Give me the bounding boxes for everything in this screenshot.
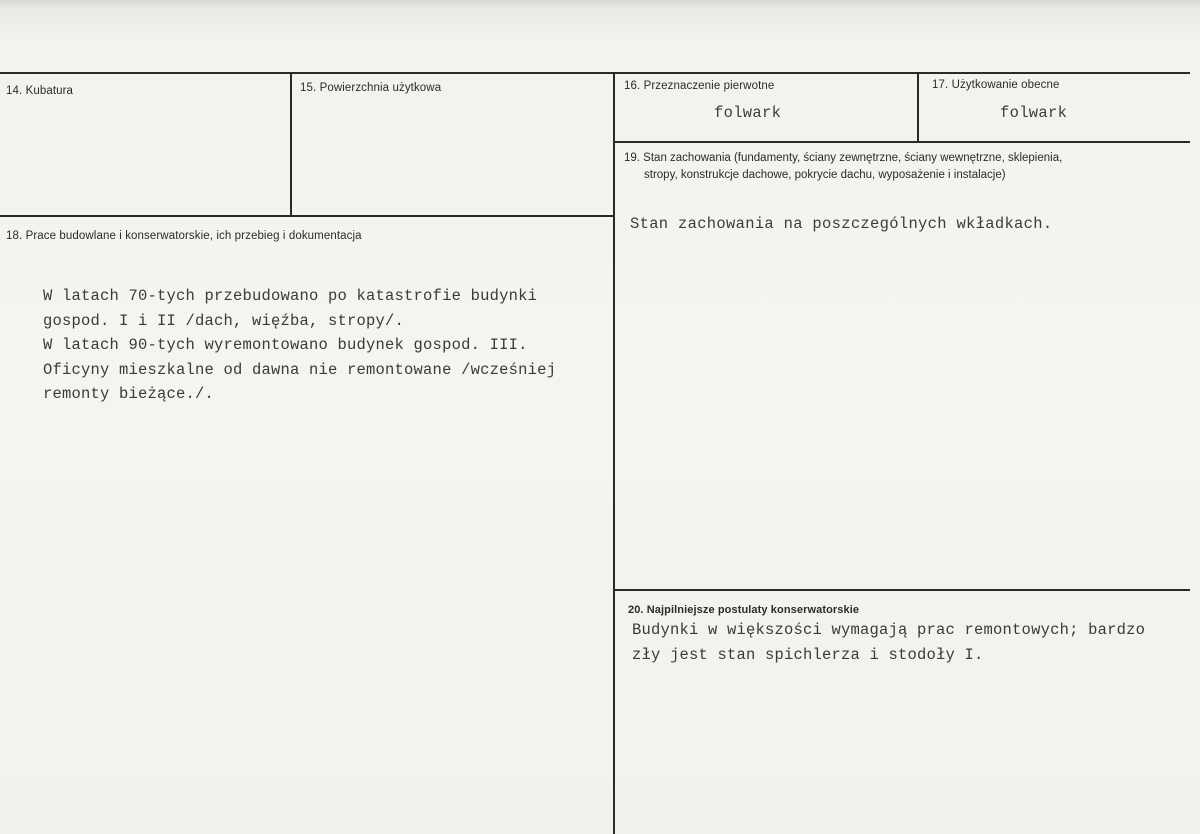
card-top-edge <box>0 0 1200 8</box>
field-18-line-5: remonty bieżące./. <box>43 385 215 403</box>
field-18-text <box>43 284 556 407</box>
rule-top <box>0 72 1190 74</box>
field-18-line-3: W latach 90-tych wyremontowano budynek gospod. III. <box>43 336 528 354</box>
field-18-line-1: W latach 70-tych przebudowano po katastrofie budynki <box>43 287 538 305</box>
field-20-text <box>632 618 1145 667</box>
rule-16-19 <box>614 141 1190 143</box>
field-17-label: 17. Użytkowanie obecne <box>932 79 1060 91</box>
field-18-line-4: Oficyny mieszkalne od dawna nie remontowane /wcześniej <box>43 360 557 379</box>
field-20-line-1: Budynki w większości wymagają prac remontowych; bardzo <box>632 621 1146 639</box>
rule-19-20 <box>614 589 1190 591</box>
field-18-label: 18. Prace budowlane i konserwatorskie, ich przebieg i dokumentacja <box>6 230 362 242</box>
rule-16-17 <box>917 72 919 142</box>
field-16-value: folwark <box>714 104 782 122</box>
field-20-label: 20. Najpilniejsze postulaty konserwatorskie <box>628 604 860 616</box>
field-16-label: 16. Przeznaczenie pierwotne <box>624 80 775 92</box>
field-20-line-2: zły jest stan spichlerza i stodoły I. <box>632 645 984 664</box>
field-15-label: 15. Powierzchnia użytkowa <box>300 82 442 94</box>
field-19-label-line-1: 19. Stan zachowania (fundamenty, ściany zewnętrzne, ściany wewnętrzne, sklepienia, <box>624 152 1063 164</box>
field-17-value: folwark <box>1000 104 1068 122</box>
rule-14-15 <box>290 72 292 216</box>
rule-14-18 <box>0 215 614 217</box>
field-14-label: 14. Kubatura <box>6 85 74 97</box>
field-18-line-2: gospod. I i II /dach, więźba, stropy/. <box>43 311 405 330</box>
field-19-label <box>624 150 1164 184</box>
field-19-label-line-2: stropy, konstrukcje dachowe, pokrycie dachu, wyposażenie i instalacje) <box>644 169 1006 181</box>
field-19-value: Stan zachowania na poszczególnych wkładkach. <box>630 215 1053 233</box>
rule-left-right <box>613 72 615 834</box>
